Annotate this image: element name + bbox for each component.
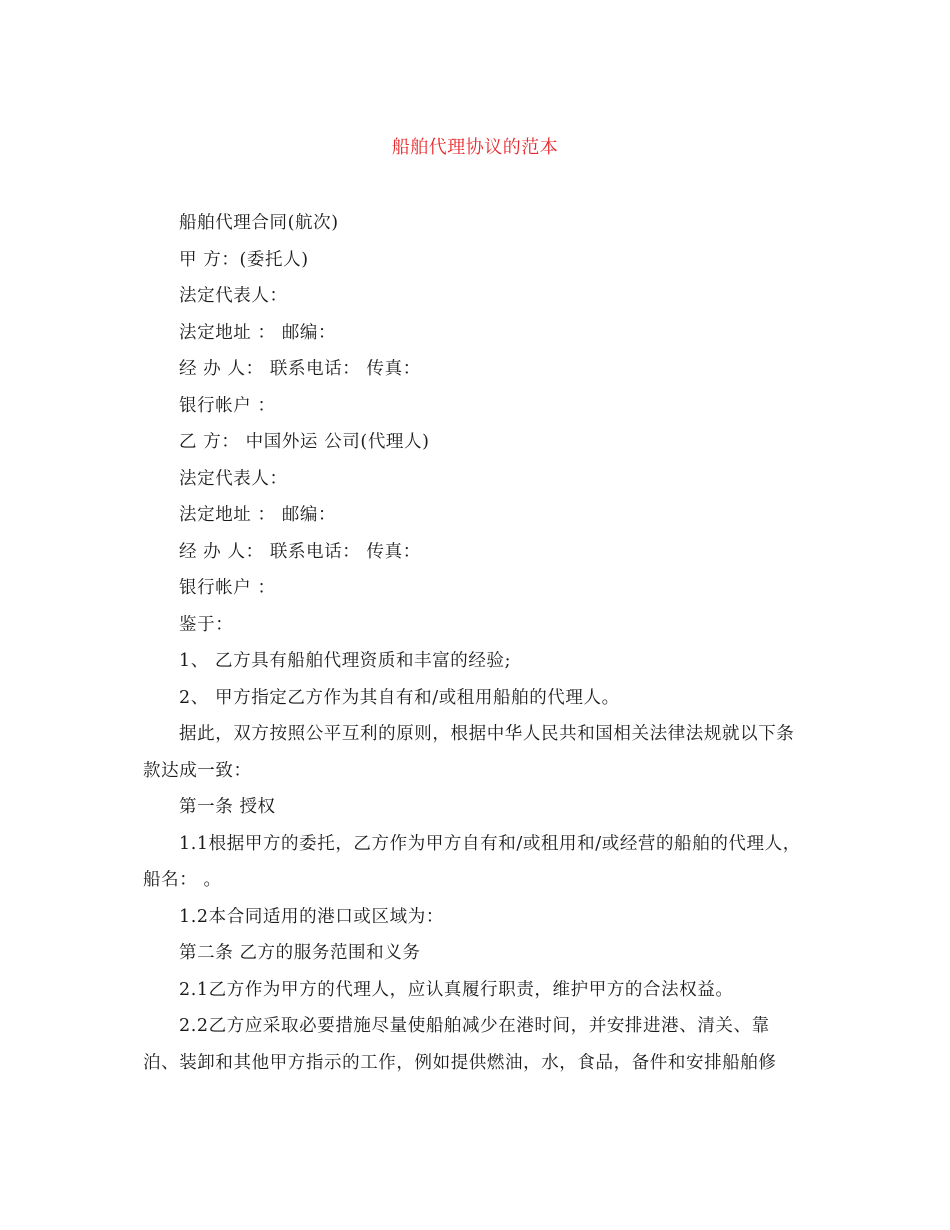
agreement-statement: 据此，双方按照公平互利的原则，根据中华人民共和国相关法律法规就以下条款达成一致： <box>143 724 795 781</box>
party-b-legal-rep: 法定代表人： <box>179 468 288 489</box>
article-1-heading: 第一条 授权 <box>179 797 276 817</box>
whereas-item-2: 2、 甲方指定乙方作为其自有和/或租用船舶的代理人。 <box>179 687 620 708</box>
clause-1-2: 1.2本合同适用的港口或区域为： <box>179 906 444 927</box>
clause-2-2: 2.2乙方应采取必要措施尽量使船舶减少在港时间，并安排进港、清关、靠泊、装卸和其他甲方指示的工作，例如提供燃油，水，食品，备件和安排船舶修 <box>143 1016 777 1073</box>
party-a-address: 法定地址 ： 邮编： <box>179 322 337 343</box>
party-b-bank-account: 银行帐户 ： <box>179 578 276 598</box>
document-body <box>143 205 803 1081</box>
party-a-legal-rep: 法定代表人： <box>179 286 288 306</box>
clause-1-1: 1.1根据甲方的委托，乙方作为甲方自有和/或租用和/或经营的船舶的代理人，船名： 。 <box>143 833 801 890</box>
party-b-address: 法定地址 ： 邮编： <box>179 505 337 525</box>
whereas-heading: 鉴于： <box>179 614 234 635</box>
article-2-heading: 第二条 乙方的服务范围和义务 <box>179 943 421 963</box>
clause-2-1: 2.1乙方作为甲方的代理人，应认真履行职责，维护甲方的合法权益。 <box>179 979 734 1000</box>
party-b-line: 乙 方： 中国外运 公司(代理人) <box>179 432 430 452</box>
contract-heading: 船舶代理合同(航次) <box>179 213 339 233</box>
document-title: 船舶代理协议的范本 <box>391 137 559 158</box>
party-a-bank-account: 银行帐户 ： <box>179 395 276 416</box>
party-b-contact: 经 办 人： 联系电话： 传真： <box>179 541 421 562</box>
party-a-line: 甲 方：(委托人) <box>179 249 309 270</box>
whereas-item-1: 1、 乙方具有船舶代理资质和丰富的经验; <box>179 651 512 671</box>
party-a-contact: 经 办 人： 联系电话： 传真： <box>179 359 421 379</box>
